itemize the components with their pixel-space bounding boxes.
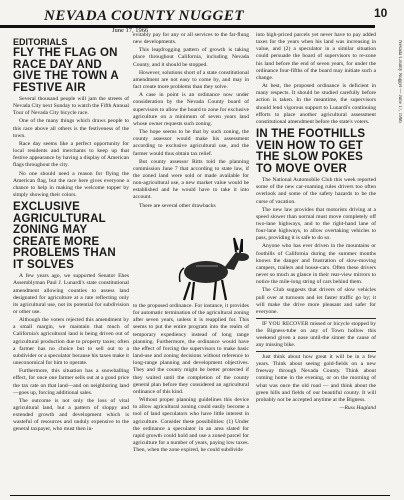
- paragraph: evitably pay for any or all services to the far-flung new developments.: [133, 32, 249, 46]
- paragraph: There are several other drawbacks: [139, 202, 216, 209]
- divider: [256, 318, 376, 319]
- paragraph: Anyone who has ever driven in the mountains or foothills of California during the summer months knows the danger and frustration of slow-moving campers, trailers and house-cars. Often these drivers never so much as glance in their rear-view mirrors to notice the mile-long string of cars behind them.: [256, 243, 376, 286]
- paragraph: Furthermore, this situation has a snowballing effect, for once one farmer sells out at a good price the tax rate on that land—and on neighboring land—goes up, forcing additional sales.: [13, 368, 129, 396]
- paragraph: At best, the proposed ordinance is deficient in many respects. It should be studied carefully before action is taken. In the meantime, the supervisors should lend vigorous support to Lunardi's continuing efforts to place another agricultural assessment constitutional amendment before the state's voters.: [256, 83, 376, 125]
- page-number: 10: [374, 6, 388, 20]
- paragraph: Although the voters rejected this amendment by a small margin, we maintain that much of California's agricultural land is being driven out of agricultural production due to property taxes; often a farmer has no choice but to sell out to a subdivider or a speculator because his taxes make it uneconomical for him to operate.: [13, 317, 129, 367]
- column-2-top: [133, 32, 249, 242]
- paragraph: The new law provides that motorists driving at a speed slower than normal must move completely off two-lane highways, and to the right-hand lane of four-lane highways, to allow overtaking vehicles to pass, providing it is safe to do so.: [256, 206, 376, 242]
- issue-date: June 17, 1966: [112, 27, 149, 34]
- paragraph: The outcome is not only the loss of vital agricultural land, but a pattern of sloppy and extended growth and development which is wasteful of resources and unduly expensive to the general taxpayer, who must then in-: [13, 397, 129, 433]
- paragraph: However, solutions short of a state constitutional amendment are not easy to come by, and may in fact create more problems than they solve.: [133, 69, 249, 91]
- paragraph: Race day seems like a perfect opportunity for local residents and merchants to keep up that festive appearance by having a display of American flags throughout the city.: [13, 140, 129, 169]
- paragraph: Several thousand people will jam the streets of Nevada City next Sunday to watch the Fifth Annual Tour of Nevada City bicycle race.: [13, 96, 129, 117]
- paragraph: IF YOU RECOVER missed or bicycle stopped by the Bigness-tube on any of Town hollow this weekend given a nose until-the sinner the cause of any missing bike.: [256, 320, 376, 349]
- headline-zoning: EXCLUSIVE AGRICULTURAL ZONING MAY CREATE MORE PROBLEMS THAN IT SOLVES: [13, 201, 116, 271]
- headline-slowpokes: IN THE FOOTHILLS VEIN HOW TO GET THE SLOW POKES TO MOVE OVER: [256, 128, 366, 175]
- paragraph: Without proper planning guidelines this device to allow agricultural zoning could easily become a tool of land speculators who have little interest in agriculture. Consider these possibilities: (1) Under the ordinance a speculator in an area slated for rapid growth could hold and use a zoned parcel for agriculture for a number of years, paying low taxes. Then, when the zone expired, he could subdivide: [133, 397, 249, 454]
- paragraph: Just think about how great it will be in a few years. Think about seeing gold-fields on a new freeway through Nevada County. Think about coming home in the evening, or on the morning of what was once the old road — and think about the green hills and fields of our beautiful county. It will probably not be accepted anytime at the Bigness.: [256, 354, 376, 403]
- paragraph: A case in point is an ordinance now under consideration by the Nevada County board of supervisors to allow the board to zone for exclusive agriculture on a minimum of seven years land whose owner requests such zoning.: [133, 92, 249, 127]
- signature: —Russ Hagland: [339, 405, 376, 412]
- paragraph: The Club suggests that drivers of slow vehicles pull over at turnouts and let faster traffic go by; it will make the drive more pleasant and safer for everyone.: [256, 287, 376, 315]
- paragraph: to the proposed ordinance. For instance, it provides for automatic termination of the agricultural zoning after seven years, unless it is reapplied for. This seems to put the entire program into the realm of temporary expediency instead of long range planning. Furthermore, the ordinance would have the effect of forcing the supervisors to make basic land-use and zoning decisions without reference to long-range planning and development objectives. They and the county might be better protected if they waited until the completion of the county general plan before they considered an agricultural ordinance of this kind.: [133, 303, 249, 395]
- masthead-title: NEVADA COUNTY NUGGET: [44, 8, 245, 24]
- column-2-bottom: [133, 303, 249, 455]
- bottom-rule: [10, 495, 390, 496]
- paragraph: The National Automobile Club this week reported some of the new car-roaming rules drivers too often overlook and some of the safety hazards to be the curse of vacation.: [256, 177, 376, 205]
- column-1: [13, 32, 129, 435]
- headline-flag: FLY THE FLAG ON RACE DAY AND GIVE THE TOWN A FESTIVE AIR: [13, 47, 119, 94]
- paragraph: One of the many things which draws people to this race above all others is the festiveness of the town.: [13, 118, 129, 139]
- paragraph: into high-priced parcels yet never have to pay added taxes for the years when his land was increasing in value, and (2) a speculator in a similar situation could persuade the board of supervisors to re-zone his land before the end of seven years, for under the ordinance four-fifths of the board may initiate such a change.: [256, 32, 376, 81]
- section-heading: EDITORIALS: [13, 37, 68, 47]
- paragraph: But county assessor Ritts told the planning commission June 7 that according to state law, if the zoned land were sold or made available for non-agricultural use, a new market value would be established and he would have to take it into account.: [133, 158, 249, 201]
- column-3: [256, 32, 376, 413]
- paragraph: This leapfrogging pattern of growth is taking place throughout California, including Nevada County, and it should be stopped.: [133, 47, 249, 68]
- masthead-rule: [0, 25, 375, 28]
- donkey-illustration: [176, 232, 256, 304]
- paragraph: The hope seems to be that by such zoning, the county assessor would make his assessment according to exclusive agricultural use, and the farmer would thus obtain tax relief.: [133, 129, 249, 157]
- divider: [256, 351, 376, 352]
- paragraph: No one should need a reason for flying the American flag, but the race here gives everyone a chance to help in making the welcome topper by simply showing their colors.: [13, 170, 129, 199]
- masthead: [10, 4, 370, 26]
- paragraph: A few years ago, we supported Senator Ehes Assemblyman Paul J. Lunardi's state constitutional amendment allowing counties to assess land designated for agriculture at a rate reflecting only its agricultural use, not its potential for subdivision or other use.: [13, 273, 129, 315]
- side-strip: Nevada County Nugget — June 17, 1966: [397, 40, 402, 123]
